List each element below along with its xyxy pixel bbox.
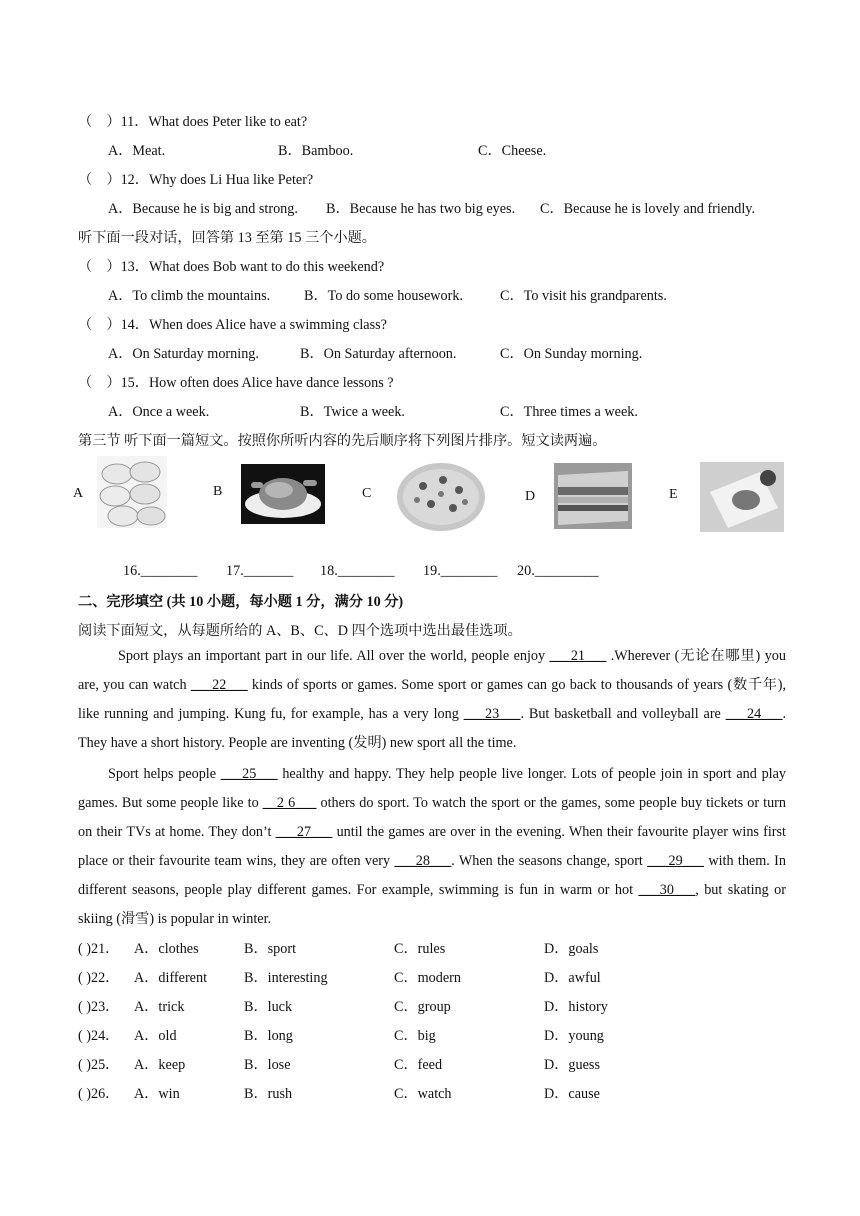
option-d: D．cause [544,1086,600,1102]
answer-blank-17[interactable]: 17._______ [226,563,294,579]
option-15a: A．Once a week. [108,404,210,420]
option-13b: B．To do some housework. [304,288,463,304]
picture-label-c: C [362,486,372,501]
question-15: （ ）15．How often does Alice have dance lessons ? [78,375,394,391]
option-13c: C．To visit his grandparents. [500,288,667,304]
salad-plate-photo [700,462,784,532]
question-14: （ ）14．When does Alice have a swimming class? [78,317,387,333]
option-num: ( )22． [78,970,120,986]
option-c: C．watch [394,1086,452,1102]
part2-instruction: 阅读下面短文，从每题所给的 A、B、C、D 四个选项中选出最佳选项。 [78,623,522,639]
option-c: C．big [394,1028,436,1044]
option-c: C．group [394,999,451,1015]
option-d: D．goals [544,941,599,957]
answer-blank-16[interactable]: 16.________ [123,563,198,579]
option-15b: B．Twice a week. [300,404,405,420]
option-a: A．old [134,1028,177,1044]
answer-blank-18[interactable]: 18.________ [320,563,395,579]
picture-label-b: B [213,484,223,499]
option-b: B．luck [244,999,293,1015]
option-d: D．guess [544,1057,600,1073]
passage-paragraph-1: Sport plays an important part in our life. All over the world, people enjoy ___21___ .Wherever (无论在哪里) you are, you can watch ___22___ kinds of sports or games. Some sport or games can go back to thousands of years (数千年), like running and jumping. Kung fu, for example, has a very long ___23___. But basketball and volleyball are ___24___. They have a short history. People are inventing (发明) new sport all the time. [78,648,786,751]
question-13: （ ）13．What does Bob want to do this weekend? [78,259,385,275]
option-14b: B．On Saturday afternoon. [300,346,457,362]
option-11a: A．Meat. [108,143,166,159]
part2-title: 二、完形填空 (共 10 小题，每小题 1 分，满分 10 分) [78,594,404,610]
option-d: D．awful [544,970,601,986]
picture-label-e: E [669,487,678,502]
option-b: B．sport [244,941,297,957]
option-d: D．history [544,999,608,1015]
sandwich-photo [554,463,632,529]
picture-label-a: A [73,486,84,501]
option-12c: C．Because he is lovely and friendly. [540,201,755,217]
option-11b: B．Bamboo. [278,143,354,159]
option-b: B．lose [244,1057,291,1073]
option-15c: C．Three times a week. [500,404,638,420]
dialogue-instruction: 听下面一段对话，回答第 13 至第 15 三个小题。 [78,230,376,246]
option-a: A．trick [134,999,185,1015]
option-num: ( )26． [78,1086,120,1102]
option-11c: C．Cheese. [478,143,547,159]
roast-chicken-photo [241,464,325,524]
option-b: B．rush [244,1086,293,1102]
option-14a: A．On Saturday morning. [108,346,259,362]
answer-blank-19[interactable]: 19.________ [423,563,498,579]
option-a: A．keep [134,1057,186,1073]
option-d: D．young [544,1028,604,1044]
option-num: ( )21． [78,941,120,957]
option-num: ( )25． [78,1057,120,1073]
picture-label-d: D [525,489,536,504]
option-12b: B．Because he has two big eyes. [326,201,516,217]
option-12a: A．Because he is big and strong. [108,201,298,217]
option-c: C．rules [394,941,446,957]
option-a: A．clothes [134,941,199,957]
option-c: C．modern [394,970,461,986]
question-11: （ ）11．What does Peter like to eat? [78,114,308,130]
option-b: B．interesting [244,970,328,986]
pizza-photo [393,458,489,536]
passage-paragraph-2: Sport helps people ___25___ healthy and happy. They help people live longer. Lots of people join in sport and play games. But some people like to __2 6___ others do sport. To watch the sport or the games, some people buy tickets or turn on their TVs at home. They don’t ___27___ until the games are over in the evening. When their favourite player wins first place or their favourite team wins, they are often very ___28___. When the seasons change, sport ___29___ with them. In different seasons, people play different games. For example, swimming is fun in warm or hot ___30___, but skating or skiing (滑雪) is popular in winter. [78,766,786,927]
option-b: B．long [244,1028,293,1044]
option-num: ( )24． [78,1028,120,1044]
option-13a: A．To climb the mountains. [108,288,271,304]
option-num: ( )23． [78,999,120,1015]
answer-blank-20[interactable]: 20._________ [517,563,599,579]
option-c: C．feed [394,1057,443,1073]
option-a: A．different [134,970,208,986]
option-14c: C．On Sunday morning. [500,346,643,362]
option-a: A．win [134,1086,180,1102]
question-12: （ ）12．Why does Li Hua like Peter? [78,172,314,188]
section3-instruction: 第三节 听下面一篇短文。按照你所听内容的先后顺序将下列图片排序。短文读两遍。 [78,433,607,449]
dumplings-photo [97,456,167,528]
